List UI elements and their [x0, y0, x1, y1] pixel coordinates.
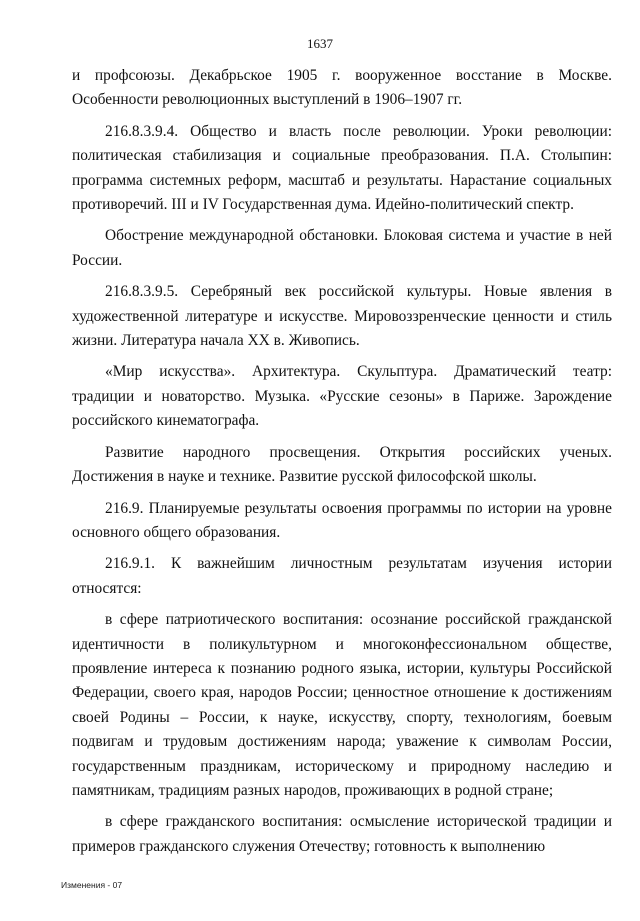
paragraph-international-situation: Обострение международной обстановки. Блоковая система и участие в ней России. — [72, 227, 612, 269]
paragraph-civic-education: в сфере гражданского воспитания: осмысление исторической традиции и примеров гражданского служения Отечеству; готовность к выполнению — [72, 813, 612, 855]
page-number: 1637 — [307, 36, 333, 51]
paragraph-planned-results: 216.9. Планируемые результаты освоения программы по истории на уровне основного общего образования. — [72, 499, 612, 541]
paragraph-personal-results: 216.9.1. К важнейшим личностным результатам изучения истории относятся: — [72, 555, 612, 597]
footer-revision-note: Изменения - 07 — [61, 880, 123, 890]
body-text — [72, 64, 612, 866]
paragraph-world-of-art: «Мир искусства». Архитектура. Скульптура. Драматический театр: традиции и новаторство. Музыка. «Русские сезоны» в Париже. Зарождение российского кинематографа. — [72, 363, 612, 430]
paragraph-patriotic-education: в сфере патриотического воспитания: осознание российской гражданской идентичности в поликультурном и многоконфессиональном обществе, проявление интереса к познанию родного языка, истории, культуры Российской Федерации, своего края, народов России; ценностное отношение к достижениям своей Родины – России, к науке, искусству, спорту, технологиям, боевым подвигам и трудовым достижениям народа; уважение к символам России, государственным праздникам, историческому и природному наследию и памятникам, традициям разных народов, проживающих в родной стране; — [72, 611, 612, 799]
paragraph-silver-age: 216.8.3.9.5. Серебряный век российской культуры. Новые явления в художественной литературе и искусстве. Мировоззренческие ценности и стиль жизни. Литература начала XX в. Живопись. — [72, 283, 612, 350]
paragraph-society-and-power: 216.8.3.9.4. Общество и власть после революции. Уроки революции: политическая стабилизация и социальные преобразования. П.А. Столыпин: программа системных реформ, масштаб и результаты. Нарастание социальных противоречий. III и IV Государственная дума. Идейно-политический спектр. — [72, 122, 612, 214]
paragraph-continuation: и профсоюзы. Декабрьское 1905 г. вооруженное восстание в Москве. Особенности революционных выступлений в 1906–1907 гг. — [72, 67, 612, 109]
paragraph-education-science: Развитие народного просвещения. Открытия российских ученых. Достижения в науке и технике. Развитие русской философской школы. — [72, 443, 612, 486]
